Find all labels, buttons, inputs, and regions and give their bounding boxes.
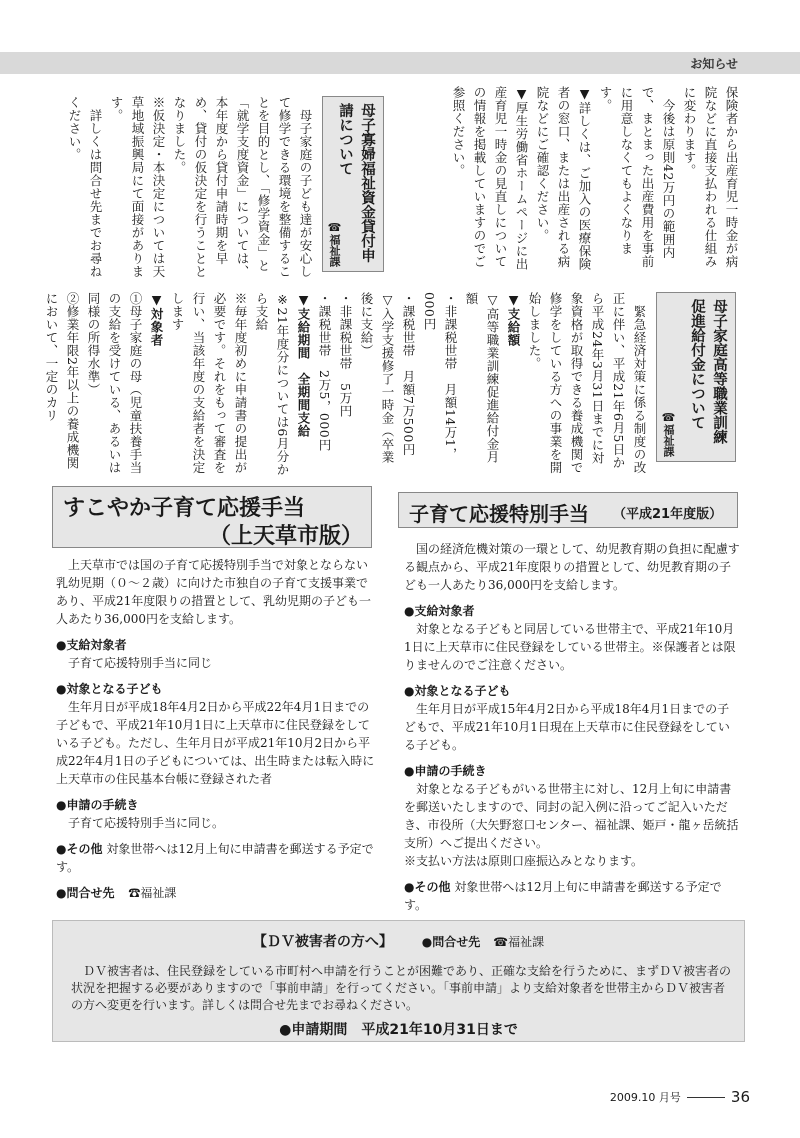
- footer-rule: [687, 1097, 725, 1098]
- sukoyaka-b1: 子育て応援特別手当に同じ: [68, 656, 213, 670]
- training-l6: ・課税世帯 2万5，000円: [317, 292, 332, 452]
- header-bar: [0, 52, 800, 74]
- loan-p1: 母子家庭の子ども達が安心して修学できる環境を整備することを目的とし、「修学資金」と「就学支度資金」については、本年度から貸付申請時期を早め、貸付の仮決定を行うこととなりました。: [172, 96, 313, 278]
- kosodate-body: [404, 540, 740, 940]
- sukoyaka-b5: ☎福祉課: [128, 886, 177, 900]
- intro-p1: 保険者から出産育児一時金が病院などに直接支払われる仕組みに変わります。: [682, 86, 739, 268]
- kosodate-h3: ●申請の手続き: [404, 764, 487, 778]
- sukoyaka-b2: 生年月日が平成18年4月2日から平成22年4月1日までの子どもで、平成21年10月1日に上天草市に住民登録をしている子ども。ただし、生年月日が平成21年10月2日から平成22年4月1日の子どもについては、出生時または転入時に上天草市の住民基本台帳に登録された者: [56, 700, 375, 786]
- sukoyaka-h2: ●対象となる子ども: [56, 682, 163, 696]
- dv-title: 【ＤＶ被害者の方へ】: [252, 934, 393, 950]
- training-l5: ・非課税世帯 5万円: [338, 292, 353, 418]
- sukoyaka-b3: 子育て応援特別手当に同じ。: [68, 816, 225, 830]
- training-n1: ※21年度分については6月分から支給: [254, 292, 290, 476]
- loan-body: [54, 96, 316, 286]
- training-h3: ▼対象者: [149, 292, 164, 347]
- training-l1: ▽高等職業訓練促進給付金月額: [464, 292, 500, 464]
- dv-contact-label: ●問合せ先: [421, 935, 481, 949]
- kosodate-h4: ●その他: [404, 880, 451, 894]
- loan-title-box: [322, 96, 384, 272]
- section-label: お知らせ: [690, 57, 738, 71]
- training-dept: ☎福祉課: [662, 411, 675, 457]
- kosodate-h1: ●支給対象者: [404, 604, 475, 618]
- kosodate-b2: 生年月日が平成15年4月2日から平成18年4月1日までの子どもで、平成21年10月1日現在上天草市に住民登録をしている子ども。: [404, 702, 730, 752]
- dv-period: ●申請期間 平成21年10月31日まで: [279, 1022, 518, 1038]
- sukoyaka-h1: ●支給対象者: [56, 638, 127, 652]
- kosodate-intro: 国の経済危機対策の一環として、幼児教育期の負担に配慮する観点から、平成21年度限りの措置として、幼児教育期の子ども一人あたり36,000円を支給します。: [404, 542, 740, 592]
- dv-body: [71, 963, 731, 1014]
- training-title: 母子家庭高等職業訓練促進給付金について: [689, 299, 727, 444]
- loan-title: 母子寡婦福祉資金貸付申請について: [337, 103, 375, 263]
- kosodate-title: 子育て応援特別手当: [409, 502, 589, 526]
- training-c2: ②修業年限2年以上の養成機関において、一定のカリ: [44, 292, 80, 470]
- sukoyaka-title-line1: すこやか子育て応援手当: [63, 496, 306, 521]
- kosodate-h2: ●対象となる子ども: [404, 684, 511, 698]
- sukoyaka-title-line2: （上天草市版）: [208, 524, 363, 549]
- training-l2: ・非課税世帯 月額14万1，000円: [422, 292, 458, 461]
- dv-box: [52, 920, 745, 1042]
- loan-p3: 詳しくは問合せ先までお尋ねください。: [67, 96, 103, 278]
- training-title-box: [656, 292, 736, 462]
- kosodate-b4: 対象世帯へは12月上旬に申請書を郵送する予定です。: [404, 880, 722, 912]
- sukoyaka-intro: 上天草市では国の子育て応援特別手当で対象とならない乳幼児期（０～２歳）に向けた市独自の子育て支援事業であり、平成21年度限りの措置として、乳幼児期の子ども一人あたり36,000円を支給します。: [56, 558, 372, 626]
- training-h2: ▼支給期間 全期間支給: [296, 292, 311, 438]
- loan-p2: ※仮決定・本決定については天草地域振興局にて面接があります。: [109, 96, 166, 278]
- sukoyaka-h3: ●申請の手続き: [56, 798, 139, 812]
- intro-p2: 今後は原則42万円の範囲内で、まとまった出産費用を事前に用意しなくてもよくなります。: [598, 86, 676, 268]
- training-body: [44, 292, 650, 476]
- sukoyaka-h5: ●問合せ先: [56, 886, 115, 900]
- intro-p4: ▼厚生労働省ホームページに出産育児一時金の見直しについての情報を掲載していますのでご参照ください。: [451, 86, 529, 271]
- dv-text: ＤＶ被害者は、住民登録をしている市町村へ申請を行うことが困難であり、正確な支給を行うために、まずＤＶ被害者の状況を把握する必要がありますので「事前申請」を行ってください。「事前申請」より支給対象者を世帯主からＤＶ被害者の方へ変更を行います。詳しくは問合せ先までお尋ねください。: [71, 964, 732, 1012]
- sukoyaka-contact: [56, 884, 376, 902]
- kosodate-b3n: ※支払い方法は原則口座振込みとなります。: [404, 854, 644, 868]
- training-p1: 緊急経済対策に係る制度の改正に伴い、平成21年6月5日から平成24年3月31日までに対象資格が取得できる養成機関で修学をしている方への事業を開始しました。: [527, 292, 647, 474]
- kosodate-b1: 対象となる子どもと同居している世帯主で、平成21年10月1日に上天草市に住民登録をしている世帯主。※保護者とは限りませんのでご注意ください。: [404, 622, 736, 672]
- kosodate-title-small: （平成21年度版）: [613, 507, 723, 522]
- training-c1: ①母子家庭の母（児童扶養手当の支給を受けている、あるいは同様の所得水準）: [86, 292, 143, 474]
- intro-p3: ▼詳しくは、ご加入の医療保険者の窓口、または出産される病院などにご確認ください。: [535, 86, 592, 271]
- training-l4: ▽入学支援修了一時金（卒業後に支給）: [359, 292, 395, 464]
- dv-contact-dept: ☎福祉課: [493, 935, 545, 949]
- sukoyaka-other: [56, 840, 376, 876]
- kosodate-other: [404, 878, 740, 914]
- kosodate-title-box: [398, 492, 738, 528]
- footer-issue: 2009.10 月号: [609, 1091, 681, 1104]
- loan-dept: ☎福祉課: [328, 221, 341, 267]
- page-number: 36: [730, 1088, 750, 1106]
- training-n2: ※毎年度初めに申請書の提出が必要です。それをもって審査を行い、当該年度の支給者を決定します: [170, 292, 248, 474]
- footer: [610, 1088, 750, 1106]
- sukoyaka-b4: 対象世帯へは12月上旬に申請書を郵送する予定です。: [56, 842, 374, 874]
- sukoyaka-body: [56, 556, 376, 902]
- sukoyaka-h4: ●その他: [56, 842, 103, 856]
- training-l3: ・課税世帯 月額7万500円: [401, 292, 416, 456]
- training-h1: ▼支給額: [506, 292, 521, 347]
- sukoyaka-title-box: [52, 486, 372, 548]
- intro-column: [451, 86, 742, 276]
- kosodate-b3: 対象となる子どもがいる世帯主に対し、12月上旬に申請書を郵送いたしますので、同封の記入例に沿ってご記入いただき、市役所（大矢野窓口センター、福祉課、姫戸・龍ヶ岳統括支所）へご提出ください。: [404, 782, 739, 850]
- dv-header: [53, 931, 744, 951]
